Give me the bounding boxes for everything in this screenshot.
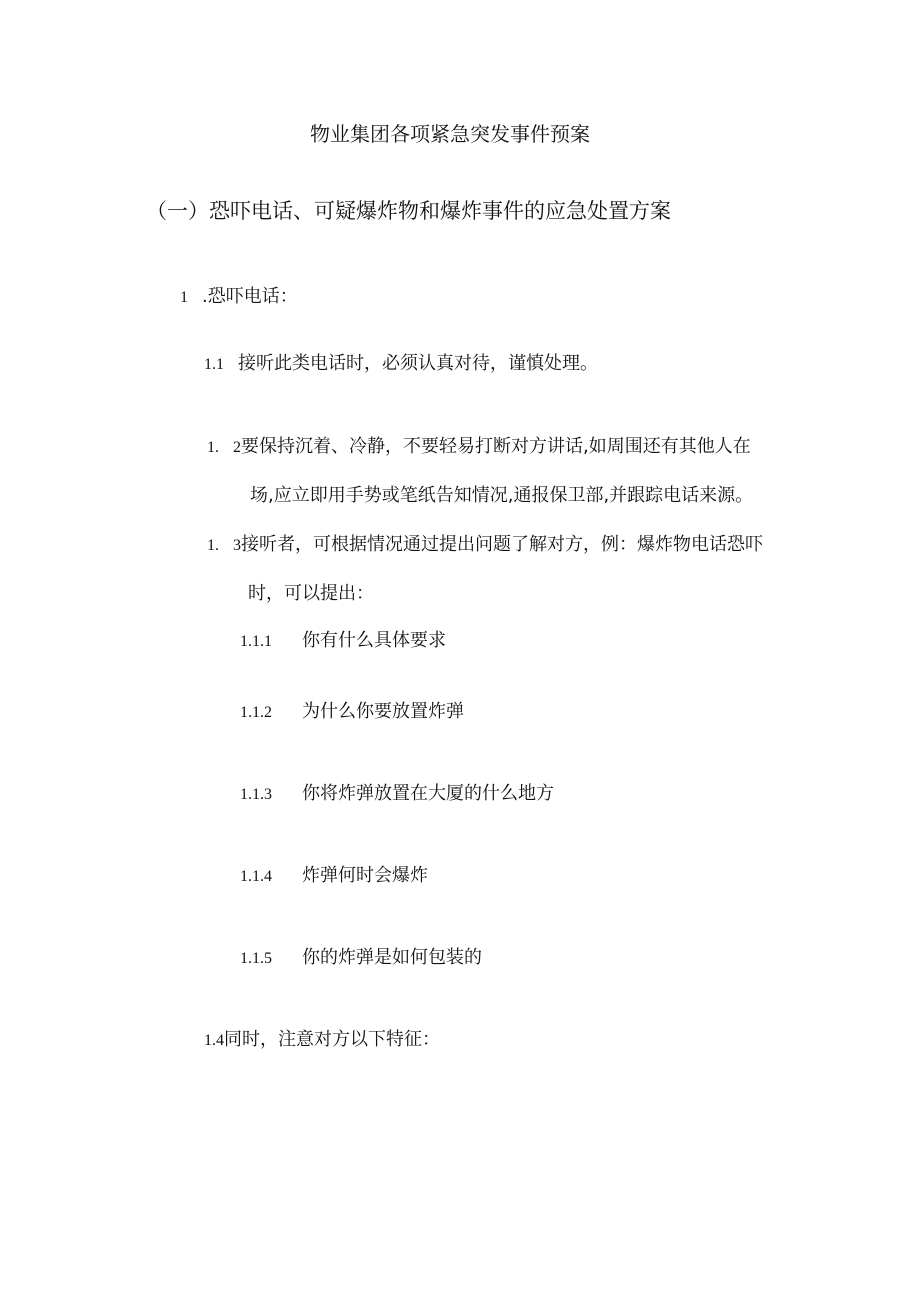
item-1-1 bbox=[204, 352, 598, 377]
sub-item-1-1-3 bbox=[240, 782, 554, 807]
item-number: 1. bbox=[207, 439, 219, 456]
document-title-text: 物业集团各项紧急突发事件预案 bbox=[310, 122, 590, 146]
item-number: 1.1 bbox=[204, 356, 224, 373]
sub-item-number: 1.1.1 bbox=[240, 633, 272, 650]
document-title bbox=[310, 122, 590, 146]
sub-item-number: 1.1.2 bbox=[240, 704, 272, 721]
item-1-2-line-2 bbox=[250, 484, 753, 508]
item-number-suffix: 3 bbox=[233, 537, 241, 554]
item-text: .恐吓电话： bbox=[202, 286, 298, 307]
sub-item-number: 1.1.4 bbox=[240, 868, 272, 885]
section-heading bbox=[146, 199, 671, 223]
item-number-suffix: 2 bbox=[233, 439, 241, 456]
item-text: 接听此类电话时，必须认真对待，谨慎处理。 bbox=[238, 353, 598, 374]
item-text: 接听者，可根据情况通过提出问题了解对方，例：爆炸物电话恐吓 bbox=[241, 534, 763, 555]
sub-item-text: 你将炸弹放置在大厦的什么地方 bbox=[302, 783, 554, 804]
sub-item-1-1-4 bbox=[240, 864, 428, 889]
item-text: 时，可以提出： bbox=[248, 583, 374, 604]
sub-item-1-1-5 bbox=[240, 946, 482, 971]
sub-item-text: 炸弹何时会爆炸 bbox=[302, 865, 428, 886]
item-1-3-line-1 bbox=[207, 533, 763, 558]
item-text: 要保持沉着、冷静，不要轻易打断对方讲话,如周围还有其他人在 bbox=[241, 436, 751, 457]
sub-item-text: 为什么你要放置炸弹 bbox=[302, 701, 464, 722]
item-text: 场,应立即用手势或笔纸告知情况,通报保卫部,并跟踪电话来源。 bbox=[250, 485, 754, 506]
item-number: 1 bbox=[180, 289, 188, 306]
item-1-2-line-1 bbox=[207, 435, 751, 460]
item-number: 1. bbox=[207, 537, 219, 554]
section-heading-text: （一）恐吓电话、可疑爆炸物和爆炸事件的应急处置方案 bbox=[146, 199, 671, 223]
sub-item-number: 1.1.5 bbox=[240, 950, 272, 967]
sub-item-text: 你的炸弹是如何包装的 bbox=[302, 947, 482, 968]
item-1-3-line-2 bbox=[248, 582, 374, 606]
sub-item-text: 你有什么具体要求 bbox=[302, 630, 446, 651]
item-1-4 bbox=[204, 1028, 440, 1053]
sub-item-number: 1.1.3 bbox=[240, 786, 272, 803]
sub-item-1-1-1 bbox=[240, 629, 446, 654]
item-text: 同时，注意对方以下特征： bbox=[224, 1029, 440, 1050]
item-1 bbox=[180, 285, 298, 310]
sub-item-1-1-2 bbox=[240, 700, 464, 725]
item-number: 1.4 bbox=[204, 1032, 224, 1049]
